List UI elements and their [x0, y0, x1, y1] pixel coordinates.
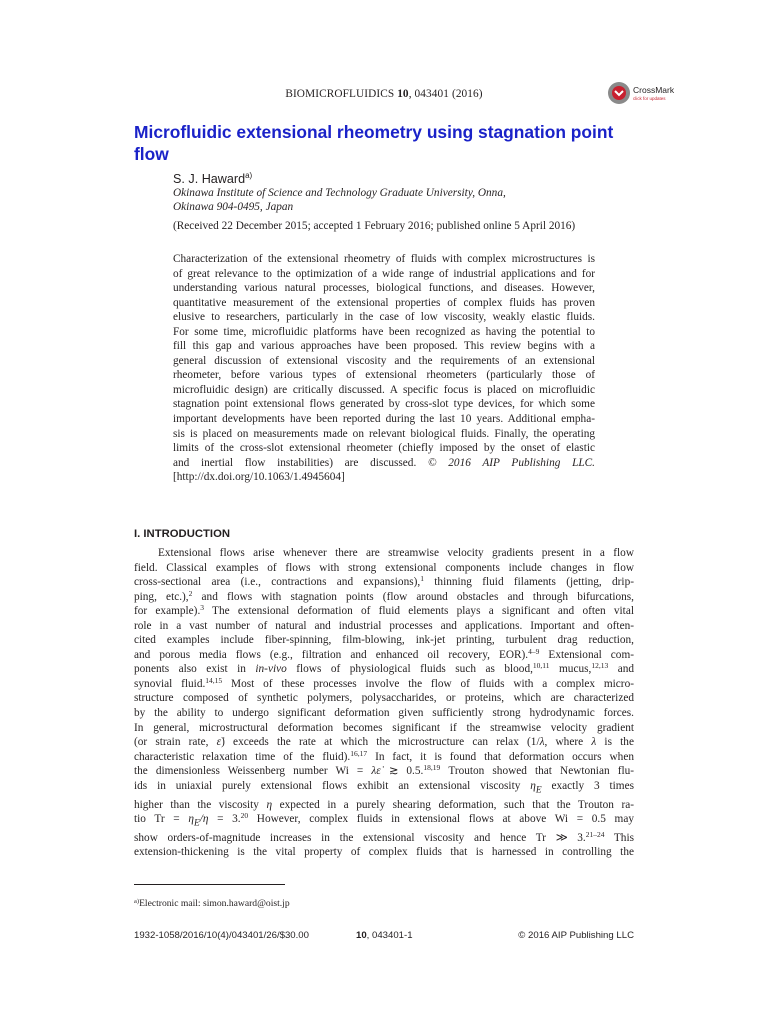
body-line: by the ability to undergo significant deformation given sufficiently strong hydrodynamic forces.: [134, 707, 634, 720]
footer-copyright: © 2016 AIP Publishing LLC: [518, 930, 634, 941]
journal-name: BIOMICROFLUIDICS: [285, 88, 395, 100]
abstract-line: important developments have been reported during the last 10 years. Additional empha-: [173, 413, 595, 426]
abstract-copyright: © 2016 AIP Publishing LLC.: [427, 456, 595, 469]
citation-ref[interactable]: 1: [420, 574, 424, 584]
abstract-lines: [173, 252, 595, 456]
abstract-line: understanding various natural processes, biological functions, and diseases. However,: [173, 282, 595, 295]
body-line: role in a vast number of natural and industrial processes and applications. Important and often-: [134, 619, 634, 632]
abstract-line: general discussion of extensional viscosity and the requirements of an extensional: [173, 354, 595, 367]
footer-volume: 10: [356, 930, 367, 941]
footnote-rule: [134, 884, 285, 885]
body-line: (or strain rate, ε̇) exceeds the rate at which the microstructure can relax (1/λ, where λ is the: [134, 736, 634, 749]
publication-dates: (Received 22 December 2015; accepted 1 February 2016; published online 5 April 2016): [173, 220, 576, 232]
abstract-line: Characterization of the extensional rheometry of fluids with complex microstructures is: [173, 253, 595, 265]
footer-page-id: [356, 930, 413, 941]
crossmark-label: CrossMark: [633, 85, 675, 95]
abstract: [173, 252, 595, 485]
citation-ref[interactable]: 14,15: [205, 675, 223, 685]
author-footnote-marker[interactable]: a): [245, 171, 253, 180]
body-line: show orders-of-magnitude increases in the extensional viscosity and hence Tr ≫ 3.$^{21-24}$ This: [134, 829, 634, 844]
crossmark-badge[interactable]: [606, 78, 676, 108]
body-line: structure composed of synthetic polymers, polysaccharides, or proteins, which are characterized: [134, 692, 634, 705]
footnote: [134, 898, 290, 909]
crossmark-sublabel: click for updates: [633, 96, 666, 101]
section-heading: I. INTRODUCTION: [134, 528, 231, 540]
citation-ref[interactable]: 2: [188, 588, 193, 598]
affiliation-line-1: Okinawa Institute of Science and Technology Graduate University, Onna,: [173, 187, 506, 199]
citation-ref[interactable]: 18,19: [423, 763, 441, 773]
abstract-line: elusive to researchers, particularly in the case of low viscosity, weakly elastic fluids.: [173, 311, 595, 324]
crossmark-icon: [606, 78, 676, 108]
body-line: the dimensionless Weissenberg number Wi = λε̇ ≳ 0.5.$^{18,19}$ Trouton showed that Newtonian flu-: [134, 763, 635, 778]
body-line: ping, etc.),$^2$ and flows with stagnation points (flow around obstacles and through bifurcations,: [134, 588, 635, 603]
abstract-doi-link[interactable]: [http://dx.doi.org/10.1063/1.4945604]: [173, 471, 345, 484]
author-affiliation: [173, 186, 506, 214]
body-line: ponents also exist in in-vivo flows of physiological fluids such as blood,$^{10,11}$ mucus,$^{12,13}$ and: [134, 661, 635, 676]
body-line: tio $Tr = \eta_E/\eta = 3.20$ However, complex fluids in extensional flows at above Wi = 0.5 may: [134, 811, 634, 829]
abstract-line: fill this gap and various approaches have been proposed. This review begins with a: [173, 340, 595, 353]
article-title: Microfluidic extensional rheometry using stagnation point flow: [134, 122, 614, 164]
abstract-line: stagnation point extensional flows generated by cross-slot type devices, for which some: [173, 398, 595, 411]
citation-ref[interactable]: 3: [200, 603, 205, 613]
abstract-line: rheometer, before various types of extensional rheometers (particularly those of: [173, 369, 595, 382]
body-line: extension-thickening is the vital property of complex fluids that is harnessed in controlling the: [134, 846, 634, 859]
footer-issn: 1932-1058/2016/10(4)/043401/26/$30.00: [134, 930, 309, 941]
body-line: and porous media flows (e.g., filtration and enhanced oil recovery, EOR).$^{4-9}$ Extensional com-: [134, 646, 634, 661]
abstract-line: microfluidic design) are critically discussed. A specific focus is placed on microfluidic: [173, 383, 595, 396]
abstract-line: sis is placed on measurements made on relevant biological fluids. Finally, the operating: [173, 427, 595, 440]
citation-ref[interactable]: 10,11: [532, 661, 550, 671]
body-line: ids in uniaxial purely extensional flows exhibit an extensional viscosity $\eta_E$ exactly 3 times: [134, 779, 634, 795]
citation-ref[interactable]: 16,17: [350, 748, 368, 758]
body-text: [134, 546, 634, 860]
citation-ref[interactable]: 20: [240, 811, 249, 821]
affiliation-line-2: Okinawa 904-0495, Japan: [173, 201, 294, 213]
body-line: cited examples include fiber-spinning, film-blowing, ink-jet printing, turbulent drag reduction,: [134, 634, 634, 647]
body-line: higher than the viscosity η expected in a purely shearing deformation, such that the Trouton ra-: [134, 798, 635, 811]
citation-ref[interactable]: 12,13: [591, 661, 609, 671]
footnote-marker: a): [134, 898, 140, 905]
body-line: cross-sectional area (i.e., contractions and expansions),$^1$ thinning fluid filaments (jetting, drip-: [134, 574, 634, 589]
abstract-line: of great relevance to the optimization of a wide range of industrial applications and for: [173, 267, 595, 280]
citation-ref[interactable]: 21–24: [585, 829, 605, 839]
citation-ref[interactable]: 4–9: [528, 646, 540, 656]
footnote-text[interactable]: Electronic mail: simon.haward@oist.jp: [139, 898, 290, 909]
abstract-line: quantitative measurement of the extensional properties of complex fluids has proven: [173, 296, 595, 309]
body-line: synovial fluid.$^{14,15}$ Most of these processes involve the flow of fluids with a complex micro-: [134, 675, 634, 690]
body-line: In general, microstructural deformation becomes significant if the streamwise velocity gradient: [134, 721, 634, 734]
journal-volume: 10: [397, 88, 409, 100]
abstract-line: For some time, microfluidic platforms have been recognized as having the potential to: [173, 325, 595, 338]
author-line: [173, 171, 252, 186]
abstract-last-line: [173, 456, 595, 471]
author-name: S. J. Haward: [173, 172, 246, 186]
body-line: characteristic relaxation time of the fluid).$^{16,17}$ In fact, it is found that deformation occurs when: [134, 748, 634, 763]
abstract-closing-text: and inertial flow instabilities) are discussed.: [173, 456, 417, 469]
body-line: Extensional flows arise whenever there are streamwise velocity gradients present in a flow: [158, 547, 634, 559]
journal-citation: , 043401 (2016): [408, 88, 483, 100]
abstract-line: limits of the cross-slot extensional rheometer (chiefly imposed by the onset of elastic: [173, 442, 595, 455]
footer-page: , 043401-1: [366, 930, 413, 941]
body-line: field. Classical examples of flows with strong extensional components include changes in flow: [134, 561, 634, 574]
body-line: for example).$^3$ The extensional deformation of fluid elements plays a significant and often vital: [134, 603, 634, 618]
